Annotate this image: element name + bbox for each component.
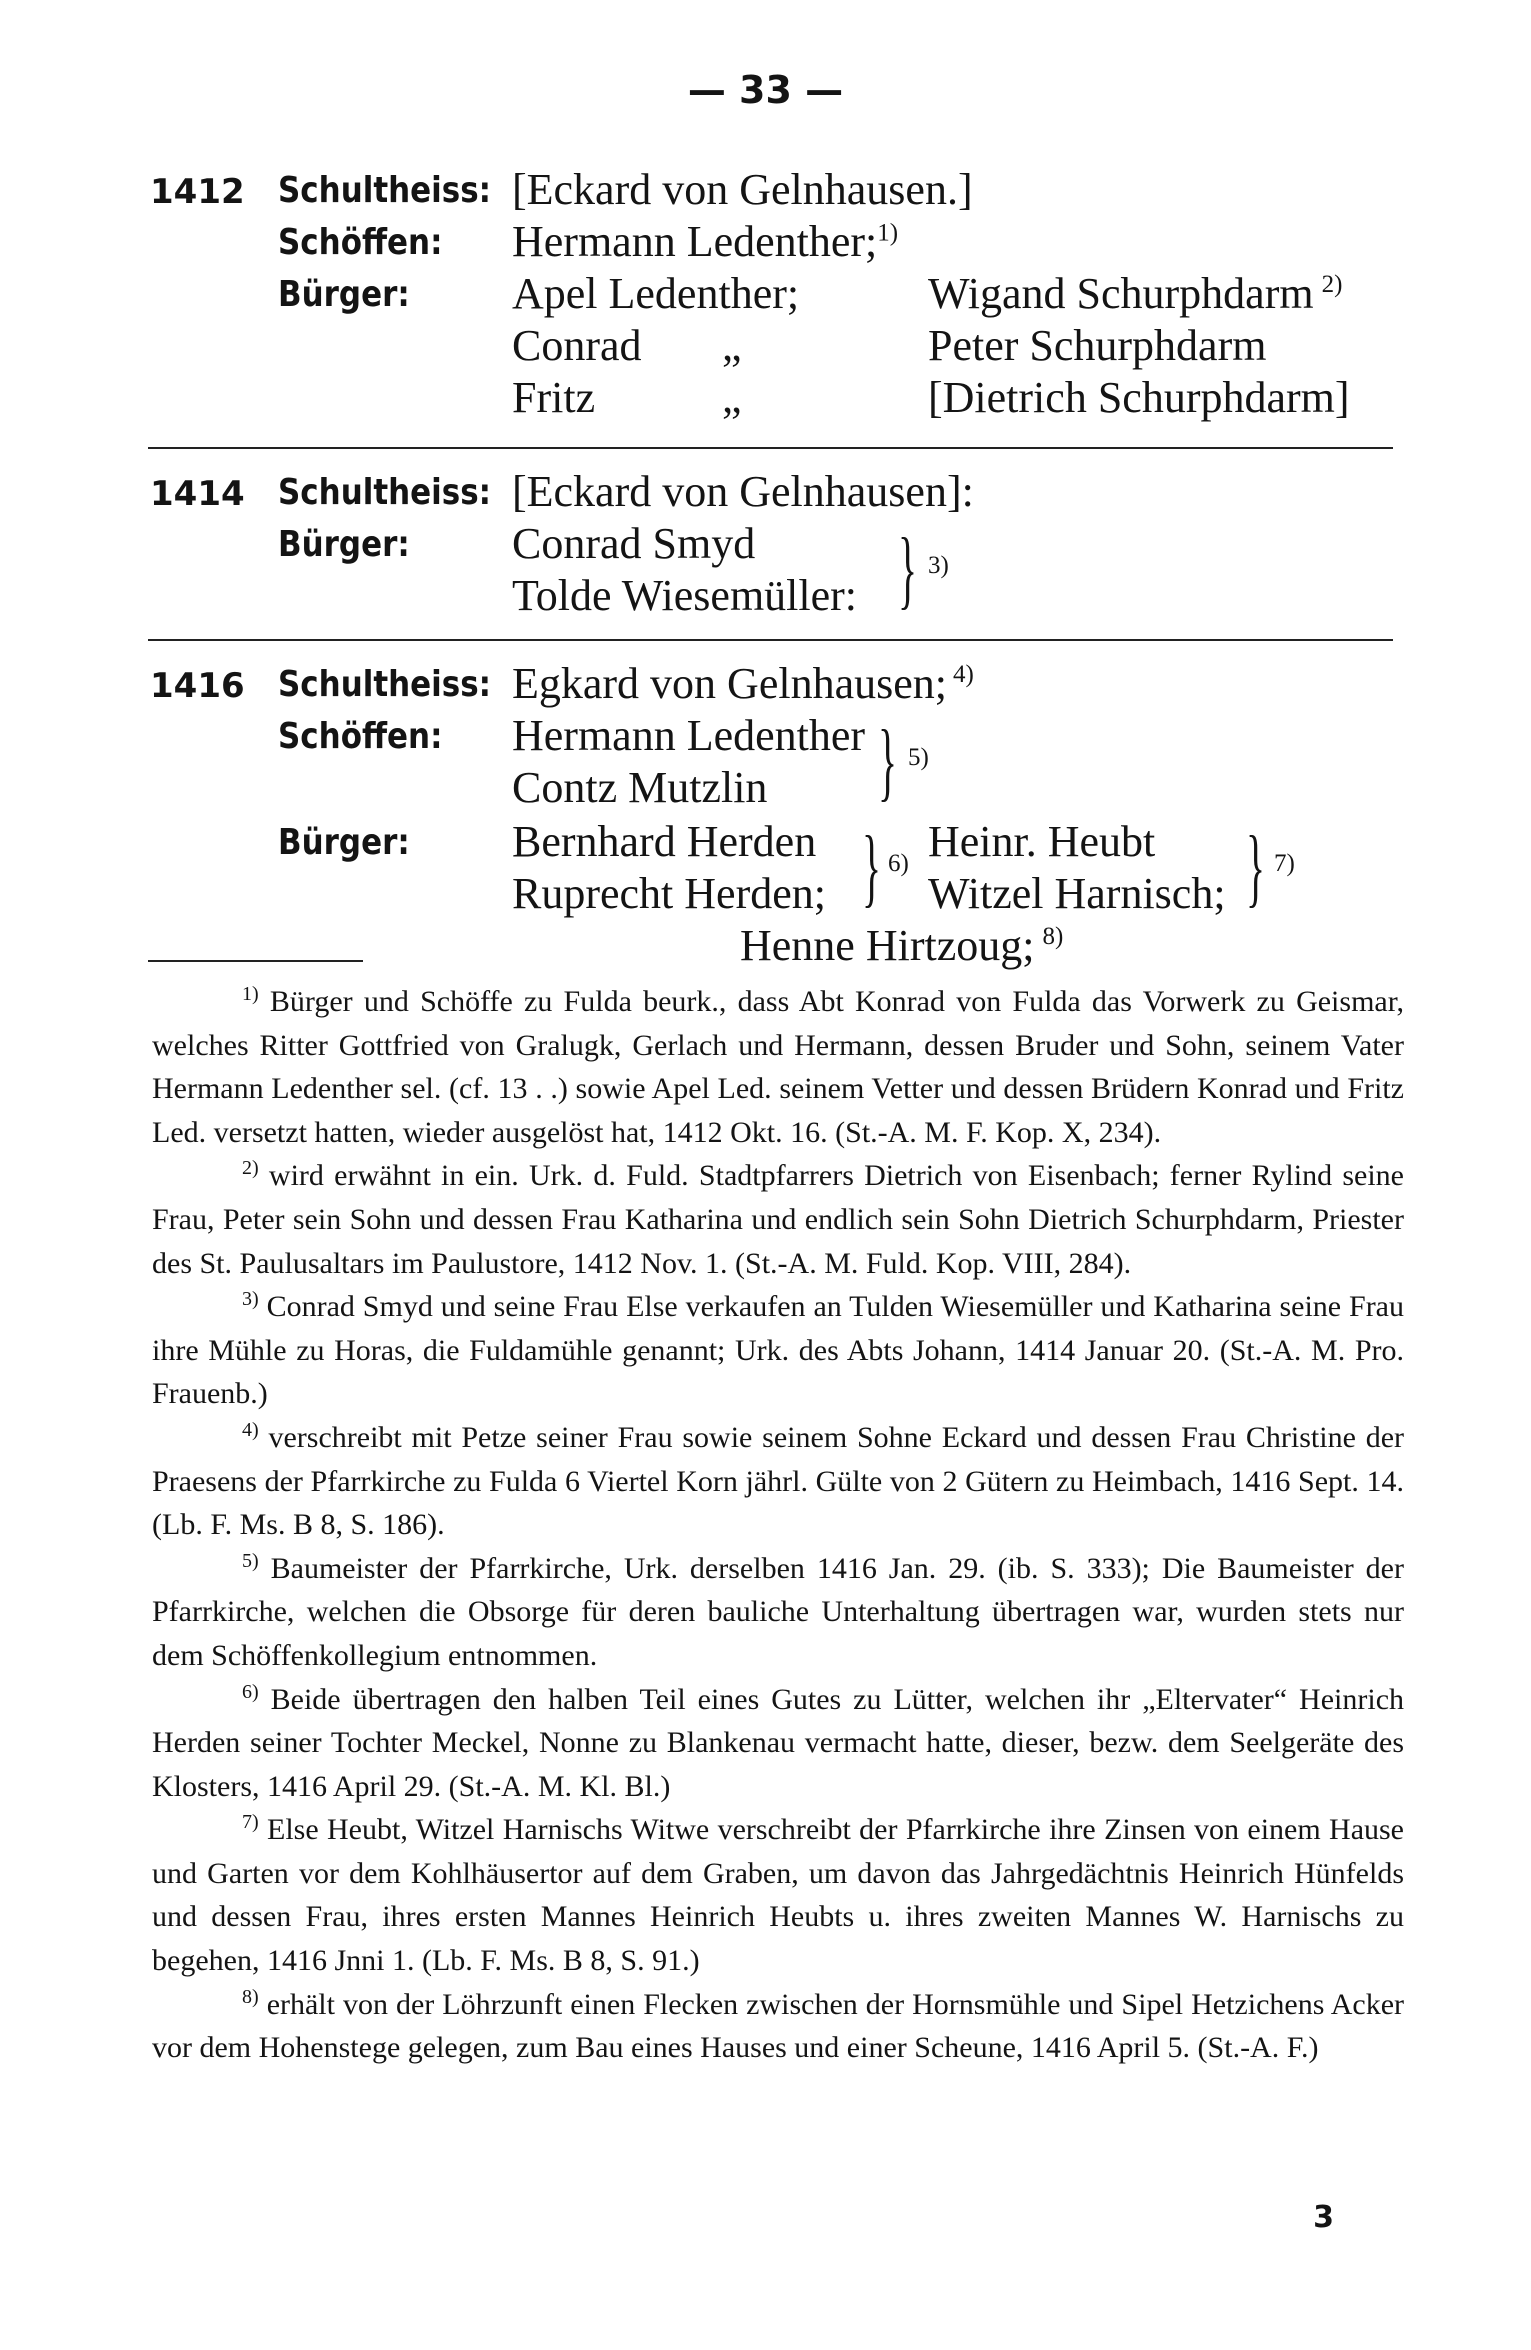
- footnote: $^{2)}$ wird erwähnt in ein. Urk. d. Fuld. Stadtpfarrers Dietrich von Eisenbach; ferner Rylind seine Frau, Peter sein Sohn und dessen Frau Katharina und endlich sein Sohn Dietrich Schurphdarm, Priester des St. Paulusaltars im Paulustore, 1412 Nov. 1. (St.-A. M. Fuld. Kop. VIII, 284).: [152, 1157, 1404, 1280]
- entry-1412-buerger-right-1: Wigand Schurphdarm $^{2)}$: [928, 269, 1343, 318]
- entry-1416-schultheiss-label: Schultheiss:: [278, 664, 492, 705]
- entry-1414-schultheiss-label: Schultheiss:: [278, 472, 492, 513]
- footnote: $^{5)}$ Baumeister der Pfarrkirche, Urk. derselben 1416 Jan. 29. (ib. S. 333); Die Baumeister der Pfarrkirche, welchen die Obsorge für deren bauliche Unterhaltung übertragen war, wurden stets nur dem Schöffenkollegium entnommen.: [152, 1549, 1404, 1672]
- entry-1414-year: 1414: [150, 474, 245, 514]
- entry-1412-buerger-right-3: [Dietrich Schurphdarm]: [928, 373, 1350, 422]
- entry-1412-buerger-right-2: Peter Schurphdarm: [928, 321, 1267, 370]
- entry-1412-ditto-1: „: [722, 321, 742, 370]
- document-page: — 33 — 1412 Schultheiss: [Eckard von Gelnhausen.] Schöffen: Hermann Ledenther;$^{1)}$ Bürger: Apel Ledenther; Conrad Fritz „ „ Wigand Schurphdarm $^{2)}$ Peter Schurphdarm [Dietrich Schurphdarm] 1414 Schultheiss: [Eckard von Gelnhausen]: Bürger: Conrad Smyd Tolde Wiesemüller: } 3) 1416 Schultheiss: Egkard von Gelnhausen; $^{4)}$ Schöffen: Hermann Ledenther Contz Mutzlin } 5) Bürger: Bernhard Herden Ruprecht Herden; } 6) Heinr. Heubt Witzel Harnisch; } 7) Henne Hirtzoug; $^{8)}$ $^{1)}$ Bürger und Schöffe zu Fulda beurk., dass Abt Konrad von Fulda das Vorwerk zu Geismar, welches Ritter Gottfried von Gralugk, Gerlach und Hermann, dessen Bruder und Sohn, seinem Vater Hermann Ledenther sel. (cf. 13 . .) sowie Apel Led. seinem Vetter und dessen Brüdern Konrad und Fritz Led. versetzt hatten, wieder ausgelöst hat, 1412 Okt. 16. (St.-A. M. F. Kop. X, 234). $^{2)}$ wird erwähnt in ein. Urk. d. Fuld. Stadtpfarrers Dietrich von Eisenbach; ferner Rylind seine Frau, Peter sein Sohn und dessen Frau Katharina und endlich sein Sohn Dietrich Schurphdarm, Priester des St. Paulusaltars im Paulustore, 1412 Nov. 1. (St.-A. M. Fuld. Kop. VIII, 284). $^{3)}$ Conrad Smyd und seine Frau Else verkaufen an Tulden Wiesemüller und Katharina seine Frau ihre Mühle zu Horas, die Fuldamühle genannt; Urk. des Abts Johann, 1414 Januar 20. (St.-A. M. Pro. Frauenb.) $^{4)}$ verschreibt mit Petze seiner Frau sowie seinem Sohne Eckard und dessen Frau Christine der Praesens der Pfarrkirche zu Fulda 6 Viertel Korn jährl. Gülte von 2 Gütern zu Heimbach, 1416 Sept. 14. (Lb. F. Ms. B 8, S. 186). $^{5)}$ Baumeister der Pfarrkirche, Urk. derselben 1416 Jan. 29. (ib. S. 333); Die Baumeister der Pfarrkirche, welchen die Obsorge für deren bauliche Unterhaltung übertragen war, wurden stets nur dem Schöffenkollegium entnommen. $^{6)}$ Beide übertragen den halben Teil eines Gutes zu Lütter, welchen ihr „Eltervater“ Heinrich Herden seiner Tochter Meckel, Nonne zu Blankenau vermacht hatte, dieser, bezw. dem Seelgeräte des Klosters, 1416 April 29. (St.-A. M. Kl. Bl.) $^{7)}$ Else Heubt, Witzel Harnischs Witwe verschreibt der Pfarrkirche ihre Zinsen von einem Hause und Garten vor dem Kohlhäusertor auf dem Graben, um davon das Jahrgedächtnis Heinrich Hünfelds und dessen Frau, ihres ersten Mannes Heinrich Heubts u. ihres zweiten Mannes W. Harnischs zu begehen, 1416 Jnni 1. (Lb. F. Ms. B 8, S. 91.) $^{8)}$ erhält von der Löhrzunft einen Flecken zwischen der Hornsmühle und Sipel Hetzichens Acker vor dem Hohenstege gelegen, zum Bau eines Hauses und einer Scheune, 1416 April 5. (St.-A. F.) 3: [0, 0, 1531, 2350]
- entry-1414-schultheiss: [Eckard von Gelnhausen]:: [512, 467, 974, 516]
- entry-1412-ditto-2: „: [722, 373, 742, 422]
- brace: }: [878, 713, 898, 810]
- footnote-ref-2: 2): [1321, 271, 1343, 299]
- brace: }: [862, 819, 882, 916]
- entry-1414-buerger-2: Tolde Wiesemüller:: [512, 571, 858, 620]
- entry-1416-buerger-right-2: Witzel Harnisch;: [928, 869, 1226, 918]
- entry-1412-schultheiss-label: Schultheiss:: [278, 170, 492, 211]
- entry-1416-buerger-left-1: Bernhard Herden: [512, 817, 817, 866]
- footnote-separator: [148, 960, 363, 962]
- entry-1412-year: 1412: [150, 172, 245, 212]
- entry-1414-buerger-1: Conrad Smyd: [512, 519, 756, 568]
- footnote: $^{1)}$ Bürger und Schöffe zu Fulda beurk., dass Abt Konrad von Fulda das Vorwerk zu Geismar, welches Ritter Gottfried von Gralugk, Gerlach und Hermann, dessen Bruder und Sohn, seinem Vater Hermann Ledenther sel. (cf. 13 . .) sowie Apel Led. seinem Vetter und dessen Brüdern Konrad und Fritz Led. versetzt hatten, wieder ausgelöst hat, 1412 Okt. 16. (St.-A. M. F. Kop. X, 234).: [152, 983, 1405, 1149]
- footnote: $^{7)}$ Else Heubt, Witzel Harnischs Witwe verschreibt der Pfarrkirche ihre Zinsen von einem Hause und Garten vor dem Kohlhäusertor auf dem Graben, um davon das Jahrgedächtnis Heinrich Hünfelds und dessen Frau, ihres ersten Mannes Heinrich Heubts u. ihres zweiten Mannes W. Harnischs zu begehen, 1416 Jnni 1. (Lb. F. Ms. B 8, S. 91.): [152, 1811, 1405, 1978]
- entry-1416-buerger-label: Bürger:: [278, 822, 410, 863]
- entry-1412-buerger-left-2: Conrad: [512, 321, 642, 370]
- footnote: $^{3)}$ Conrad Smyd und seine Frau Else verkaufen an Tulden Wiesemüller und Katharina seine Frau ihre Mühle zu Horas, die Fuldamühle genannt; Urk. des Abts Johann, 1414 Januar 20. (St.-A. M. Pro. Frauenb.): [152, 1288, 1404, 1411]
- entry-1412-buerger-label: Bürger:: [278, 274, 410, 315]
- footnote: $^{4)}$ verschreibt mit Petze seiner Frau sowie seinem Sohne Eckard und dessen Frau Christine der Praesens der Pfarrkirche zu Fulda 6 Viertel Korn jährl. Gülte von 2 Gütern zu Heimbach, 1416 Sept. 14. (Lb. F. Ms. B 8, S. 186).: [152, 1418, 1405, 1542]
- footnote: $^{6)}$ Beide übertragen den halben Teil eines Gutes zu Lütter, welchen ihr „Eltervater“ Heinrich Herden seiner Tochter Meckel, Nonne zu Blankenau vermacht hatte, dieser, bezw. dem Seelgeräte des Klosters, 1416 April 29. (St.-A. M. Kl. Bl.): [152, 1680, 1405, 1803]
- entry-1412-schultheiss: [Eckard von Gelnhausen.]: [512, 165, 973, 214]
- section-divider: [148, 447, 1393, 449]
- page-number: — 33 —: [687, 68, 844, 112]
- footnote: $^{8)}$ erhält von der Löhrzunft einen Flecken zwischen der Hornsmühle und Sipel Hetzichens Acker vor dem Hohenstege gelegen, zum Bau eines Hauses und einer Scheune, 1416 April 5. (St.-A. F.): [152, 1985, 1405, 2065]
- entry-1416-schultheiss: Egkard von Gelnhausen; $^{4)}$: [512, 659, 974, 708]
- entry-1416-buerger-right-1: Heinr. Heubt: [928, 817, 1156, 866]
- entry-1412-buerger-left-1: Apel Ledenther;: [512, 269, 800, 318]
- footnote-ref-1: 1): [877, 219, 899, 247]
- brace: }: [898, 521, 918, 618]
- entry-1416-buerger-left-2: Ruprecht Herden;: [512, 869, 826, 918]
- footnote-ref-8: 8): [1042, 923, 1064, 951]
- footnote-ref-4: 4): [953, 661, 974, 689]
- footnotes: [152, 980, 1404, 2070]
- entry-1416-year: 1416: [150, 666, 245, 706]
- entry-1412-schoeffen: Hermann Ledenther;$^{1)}$: [512, 217, 899, 266]
- section-divider: [148, 639, 1393, 641]
- sheet-number: 3: [1313, 2200, 1334, 2235]
- entry-1416-schoeffen-2: Contz Mutzlin: [512, 763, 768, 812]
- entry-1416-schoeffen-label: Schöffen:: [278, 716, 443, 757]
- entry-1416-schoeffen-1: Hermann Ledenther: [512, 711, 866, 760]
- entry-1412-buerger-left-3: Fritz: [512, 373, 596, 422]
- entry-1414-buerger-label: Bürger:: [278, 524, 410, 565]
- brace: }: [1246, 819, 1266, 916]
- entry-1416-buerger-last: Henne Hirtzoug; $^{8)}$: [740, 921, 1064, 970]
- entry-1412-schoeffen-label: Schöffen:: [278, 222, 443, 263]
